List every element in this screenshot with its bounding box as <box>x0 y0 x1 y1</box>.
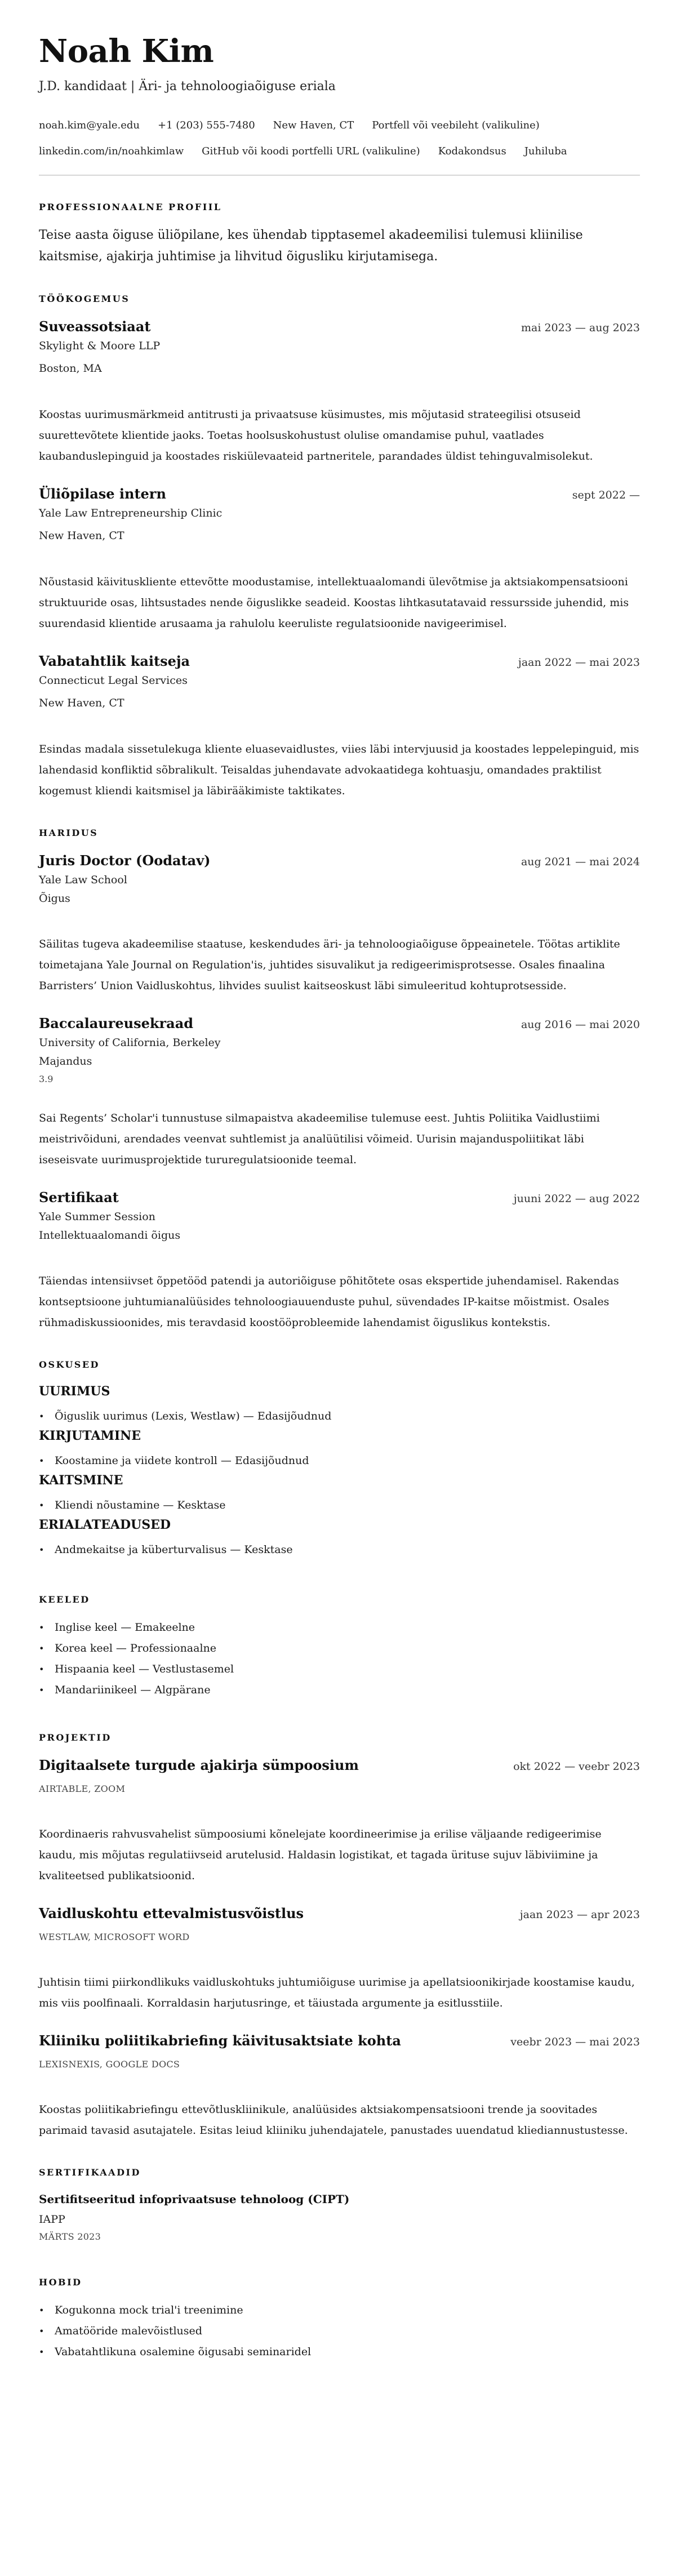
language-item: • Hispaania keel — Vestlustasemel <box>39 1659 640 1680</box>
project-dates: jaan 2023 — apr 2023 <box>519 1908 640 1921</box>
school-name: University of California, Berkeley <box>39 1036 221 1049</box>
degree-title: Sertifikaat <box>39 1189 119 1205</box>
language-item: • Inglise keel — Emakeelne <box>39 1617 640 1638</box>
contact-list <box>39 113 640 164</box>
job-dates: jaan 2022 — mai 2023 <box>518 656 640 669</box>
degree-dates: aug 2016 — mai 2020 <box>521 1018 640 1031</box>
degree-dates: juuni 2022 — aug 2022 <box>513 1192 640 1205</box>
job-location: New Haven, CT <box>39 529 124 542</box>
education-entry <box>39 851 640 996</box>
job-company: Skylight & Moore LLP <box>39 339 161 352</box>
skill-category <box>39 1427 640 1471</box>
project-tech: WESTLAW, MICROSOFT WORD <box>39 1931 190 1942</box>
projects-section <box>39 1732 640 2141</box>
job-title: Suveassotsiaat <box>39 318 151 335</box>
degree-title: Juris Doctor (Oodatav) <box>39 852 211 869</box>
skill-item: • Õiguslik uurimus (Lexis, Westlaw) — Edasijõudnud <box>39 1406 640 1427</box>
project-description: Koordinaeris rahvusvahelist sümpoosiumi kõnelejate koordineerimise ja erilise väljaande redigeerimise kaudu, mis mõjutas regulatiivseid arutelusid. Haldasin logistikat, et tagada ürituse sujuv läbiviimine ja kvaliteetsed publikatsioonid. <box>39 1827 602 1882</box>
education-description: Täiendas intensiivset õppetööd patendi ja autoriõiguse põhitõtete osas ekspertide juhendamisel. Rakendas kontseptsioone juhtumianalüüsides tehnoloogiauuenduste puhul, süvendades IP-kaitse mõistmist. Osales rühmadiskussioonides, mis teravdasid koostööprobleemide lahendamist õiguslikus kontekstis. <box>39 1274 619 1329</box>
hobby-item: • Kogukonna mock trial'i treenimine <box>39 2300 640 2321</box>
skill-category-name: ERIALATEADUSED <box>39 1517 171 1532</box>
contact-linkedin[interactable]: linkedin.com/in/noahkimlaw <box>39 145 184 157</box>
contact-portfolio[interactable]: Portfell või veebileht (valikuline) <box>372 119 540 131</box>
school-name: Yale Summer Session <box>39 1210 155 1223</box>
field-of-study: Majandus <box>39 1055 92 1067</box>
candidate-name: Noah Kim <box>39 33 214 70</box>
certifications-section <box>39 2167 640 2245</box>
contact-drivers-license: Juhiluba <box>524 145 567 157</box>
skill-category <box>39 1382 640 1427</box>
candidate-headline: J.D. kandidaat | Äri- ja tehnoloogiaõiguse eriala <box>39 79 336 94</box>
hobby-item: • Amatööride malevõistlused <box>39 2321 640 2342</box>
section-title: KEELED <box>39 1594 90 1605</box>
school-name: Yale Law School <box>39 873 127 886</box>
job-company: Yale Law Entrepreneurship Clinic <box>39 506 223 519</box>
project-dates: okt 2022 — veebr 2023 <box>513 1760 640 1773</box>
gpa: 3.9 <box>39 1073 54 1084</box>
certification-entry <box>39 2190 640 2245</box>
skill-category <box>39 1471 640 1516</box>
contact-github[interactable]: GitHub või koodi portfelli URL (valikuline) <box>202 145 420 157</box>
experience-entry <box>39 484 640 634</box>
certification-issuer: IAPP <box>39 2213 65 2226</box>
section-title: OSKUSED <box>39 1359 100 1370</box>
project-description: Koostas poliitikabriefingu ettevõtluskliinikule, analüüsides aktsiakompensatsiooni trende ja soovitades parimaid tavasid asutajatele. Esitas leiud kliiniku juhendajatele, panustades uuendatud kliediannustustesse. <box>39 2103 628 2137</box>
contact-email[interactable]: noah.kim@yale.edu <box>39 119 140 131</box>
profile-summary: Teise aasta õiguse üliõpilane, kes ühendab tipptasemel akadeemilisi tulemusi kliinilise kaitsmise, ajakirja juhtimise ja lihvitud õigusliku kirjutamisega. <box>39 228 583 264</box>
section-title: HARIDUS <box>39 827 99 838</box>
languages-section <box>39 1594 640 1701</box>
job-description: Esindas madala sissetulekuga kliente eluasevaidlustes, viies läbi intervjuusid ja koostades leppelepinguid, mis lahendasid konfliktid sõbralikult. Teisaldas juhendavate advokaatidega kohtuasju, omandades praktilist kogemust kliendi kaitsmisel ja läbirääkimiste taktikates. <box>39 742 639 797</box>
language-item: • Mandariinikeel — Algpärane <box>39 1680 640 1701</box>
contact-location: New Haven, CT <box>273 119 354 131</box>
project-title: Digitaalsete turgude ajakirja sümpoosium <box>39 1756 359 1773</box>
skill-category-name: KIRJUTAMINE <box>39 1428 141 1443</box>
job-location: Boston, MA <box>39 362 102 375</box>
certification-date: MÄRTS 2023 <box>39 2231 101 2242</box>
project-title: Vaidluskohtu ettevalmistusvõistlus <box>39 1905 304 1921</box>
section-title: PROFESSIONAALNE PROFIIL <box>39 201 222 212</box>
education-description: Sai Regents’ Scholar'i tunnustuse silmapaistva akadeemilise tulemuse eest. Juhtis Poliitika Vaidlustiimi meistrivõiduni, arendades veenvat suhtlemist ja analüütilisi võimeid. Uurisin majanduspoliitikat läbi iseseisvate uurimusprojektide tururegulatsioonide teemal. <box>39 1111 600 1166</box>
field-of-study: Intellektuaalomandi õigus <box>39 1229 181 1242</box>
resume-header <box>39 33 640 164</box>
contact-phone[interactable]: +1 (203) 555-7480 <box>158 119 255 131</box>
experience-entry <box>39 651 640 802</box>
experience-section <box>39 293 640 802</box>
job-description: Koostas uurimusmärkmeid antitrusti ja privaatsuse küsimustes, mis mõjutasid strateegilisi otsuseid suurettevõtete klientide jaoks. Toetas hoolsuskohustust olulise omandamise puhul, vaatlades kaubanduslepinguid ja koostades riskiülevaateid partneritele, parandades üldist tehinguvalmisolekut. <box>39 408 593 462</box>
hobbies-section <box>39 2277 640 2363</box>
language-item: • Korea keel — Professionaalne <box>39 1638 640 1659</box>
education-section <box>39 827 640 1333</box>
skill-category-name: UURIMUS <box>39 1383 110 1399</box>
project-title: Kliiniku poliitikabriefing käivitusaktsiate kohta <box>39 2032 401 2049</box>
contact-citizenship: Kodakondsus <box>438 145 506 157</box>
project-description: Juhtisin tiimi piirkondlikuks vaidluskohtuks juhtumiõiguse uurimise ja apellatsioonikirjade koostamise kaudu, mis viis poolfinaali. Korraldasin harjutusringe, et täiustada argumente ja esitlusstiile. <box>39 1976 635 2009</box>
field-of-study: Õigus <box>39 892 70 905</box>
skill-item: • Koostamine ja viidete kontroll — Edasijõudnud <box>39 1451 640 1471</box>
job-dates: mai 2023 — aug 2023 <box>521 321 640 334</box>
job-title: Üliõpilase intern <box>39 485 166 502</box>
skills-section <box>39 1359 640 1560</box>
project-tech: LEXISNEXIS, GOOGLE DOCS <box>39 2058 180 2070</box>
education-entry <box>39 1187 640 1333</box>
education-entry <box>39 1013 640 1171</box>
job-title: Vabatahtlik kaitseja <box>39 652 190 669</box>
project-tech: AIRTABLE, ZOOM <box>39 1783 126 1794</box>
section-title: HOBID <box>39 2276 82 2288</box>
skill-category <box>39 1516 640 1560</box>
skill-item: • Andmekaitse ja küberturvalisus — Kesktase <box>39 1540 640 1560</box>
section-title: PROJEKTID <box>39 1732 112 1743</box>
project-entry <box>39 1755 640 1887</box>
job-description: Nõustasid käivituskliente ettevõtte moodustamise, intellektuaalomandi ülevõtmise ja aktsiakompensatsiooni struktuuride osas, lihtsustades nende õiguslikke seadeid. Koostas lihtkasutatavaid ressursside juhendid, mis suurendasid klientide arusaama ja rahulolu keeruliste regulatsioonide navigeerimisel. <box>39 575 629 630</box>
degree-dates: aug 2021 — mai 2024 <box>521 855 640 868</box>
project-entry <box>39 1903 640 2014</box>
experience-entry <box>39 317 640 467</box>
header-divider <box>39 175 640 176</box>
skill-item: • Kliendi nõustamine — Kesktase <box>39 1495 640 1516</box>
section-title: SERTIFIKAADID <box>39 2166 141 2178</box>
job-location: New Haven, CT <box>39 696 124 709</box>
education-description: Säilitas tugeva akadeemilise staatuse, keskendudes äri- ja tehnoloogiaõiguse õppeainetele. Töötas artiklite toimetajana Yale Journal on Regulation'is, juhtides sisuvalikut ja redigeerimisprotsesse. Osales finaalina Barristers’ Union Vaidluskohtus, lihvides suulist kaitseoskust läbi simuleeritud kohtuprotsesside. <box>39 937 620 992</box>
project-entry <box>39 2031 640 2141</box>
job-dates: sept 2022 — <box>572 488 640 501</box>
job-company: Connecticut Legal Services <box>39 674 188 687</box>
hobby-item: • Vabatahtlikuna osalemine õigusabi seminaridel <box>39 2342 640 2363</box>
project-dates: veebr 2023 — mai 2023 <box>510 2035 640 2048</box>
skill-category-name: KAITSMINE <box>39 1472 123 1488</box>
section-title: TÖÖKOGEMUS <box>39 293 130 304</box>
degree-title: Baccalaureusekraad <box>39 1015 194 1031</box>
profile-section <box>39 202 640 268</box>
certification-name: Sertifitseeritud infoprivaatsuse tehnoloog (CIPT) <box>39 2192 350 2206</box>
